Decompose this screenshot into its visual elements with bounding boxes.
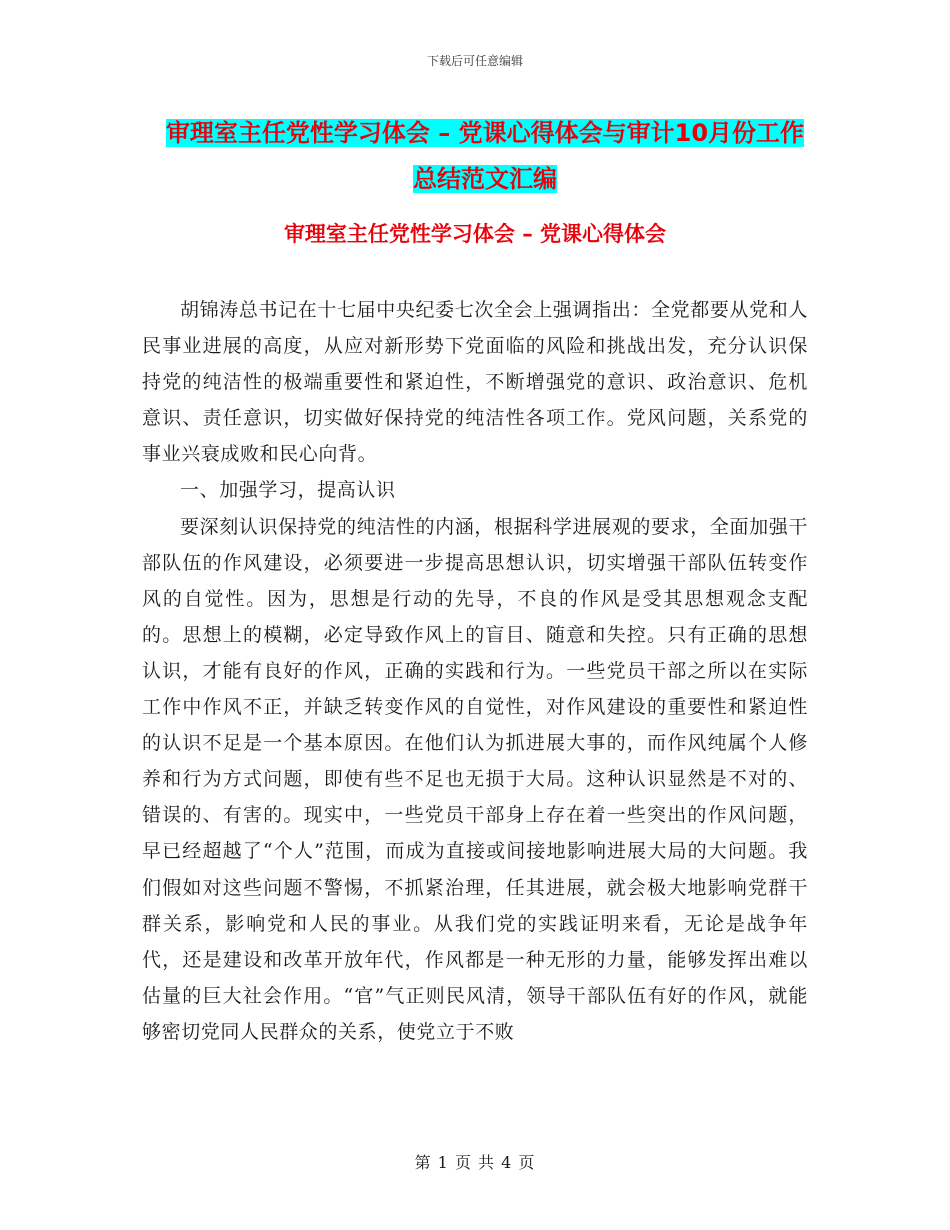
header-note: 下载后可任意编辑: [426, 54, 523, 68]
section-title: 审理室主任党性学习体会 – 党课心得体会: [283, 222, 667, 246]
page-number: 第 1 页 共 4 页: [414, 1153, 536, 1172]
paragraph-main: 要深刻认识保持党的纯洁性的内涵，根据科学进展观的要求，全面加强干部队伍的作风建设，必须要进一步提高思想认识，切实增强干部队伍转变作风的自觉性。因为，思想是行动的先导，不良的作风是受其思想观念支配的。思想上的模糊，必定导致作风上的盲目、随意和失控。只有正确的思想认识，才能有良好的作风，正确的实践和行为。一些党员干部之所以在实际工作中作风不正，并缺乏转变作风的自觉性，对作风建设的重要性和紧迫性的认识不足是一个基本原因。在他们认为抓进展大事的，而作风纯属个人修养和行为方式问题，即使有些不足也无损于大局。这种认识显然是不对的、错误的、有害的。现实中，一些党员干部身上存在着一些突出的作风问题，早已经超越了“个人”范围，而成为直接或间接地影响进展大局的大问题。我们假如对这些问题不警惕，不抓紧治理，任其进展，就会极大地影响党群干群关系，影响党和人民的事业。从我们党的实践证明来看，无论是战争年代，还是建设和改革开放年代，作风都是一种无形的力量，能够发挥出难以估量的巨大社会作用。“官”气正则民风清，领导干部队伍有好的作风，就能够密切党同人民群众的关系，使党立于不败: [142, 515, 808, 1043]
document-title: [160, 110, 810, 202]
paragraph-heading-one: 一、加强学习，提高认识: [180, 479, 396, 502]
paragraph-intro: 胡锦涛总书记在十七届中央纪委七次全会上强调指出：全党都要从党和人民事业进展的高度，从应对新形势下党面临的风险和挑战出发，充分认识保持党的纯洁性的极端重要性和紧迫性，不断增强党的意识、政治意识、危机意识、责任意识，切实做好保持党的纯洁性各项工作。党风问题，关系党的事业兴衰成败和民心向背。: [142, 299, 808, 466]
document-body: [142, 292, 808, 1050]
document-title-text: 审理室主任党性学习体会 – 党课心得体会与审计10月份工作总结范文汇编: [165, 119, 805, 193]
